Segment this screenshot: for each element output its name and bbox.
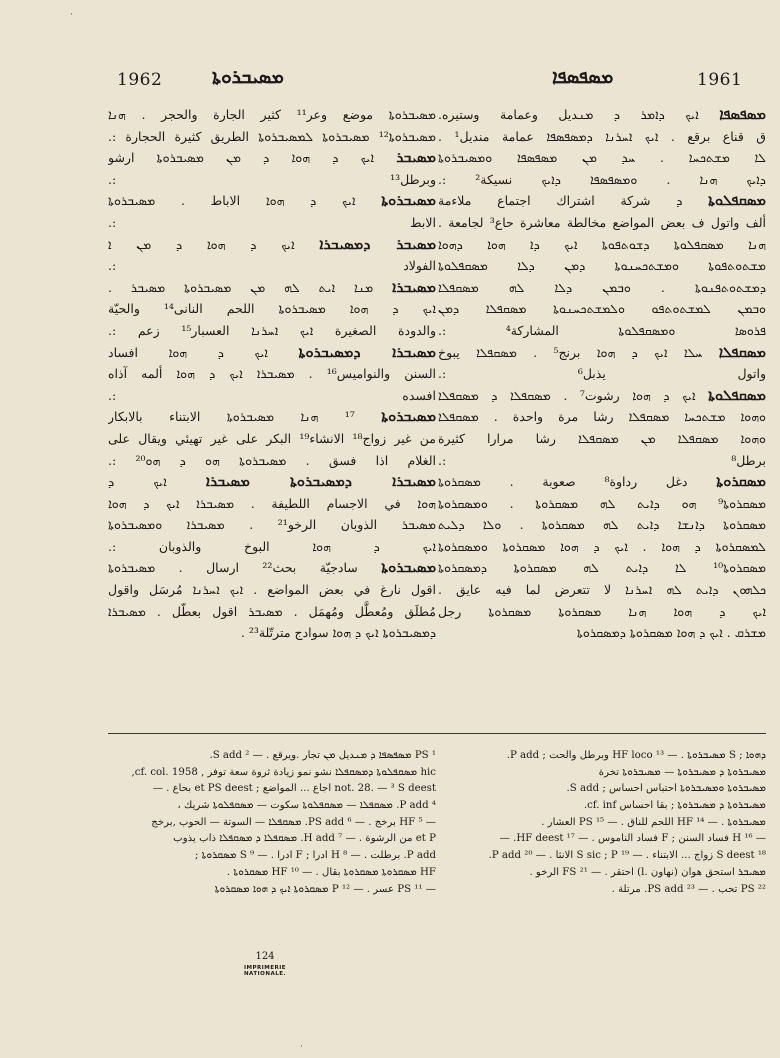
- entry-text: ܡܫܬܘܬܦܘܬܐ ܘܡܫܬܟܚܢܘܬܐ ܕܡܢ ܕܠܐ ܡܣܩܦܠܘܬܐ: [438, 258, 766, 274]
- entry-text: ق قناع برقع . ܐܝܟ ܐܚܪܢܐ ܕܡܣܦܣܦܐ عمامة منديل¹ .: [438, 128, 766, 144]
- entry-text: ܘܗܘܐ ܡܫܬܟܚܐ ܡܣܩܦܠܐ رشا مرة واحدة . ܡܣܩܦܠܐ: [438, 409, 766, 425]
- text-line: [108, 536, 436, 558]
- entry-text: مُطلَق ومُعطَّل ومُهمَل . ܡܣܝܒܪ اقول بعطّل . ܡܣܝܒܪܐ: [108, 603, 436, 619]
- text-line: [108, 557, 436, 579]
- text-line: [438, 406, 766, 428]
- text-line: [108, 255, 436, 277]
- text-line: [438, 147, 766, 169]
- left-page-number: 1962: [117, 70, 163, 90]
- footnote-line: ¹ PS ܡܣܦܣܦܐ ܕ ܡܢديل ܡܢ تجار .ويرقع . — ² S add.: [209, 750, 436, 761]
- text-line: [108, 493, 436, 515]
- text-line: [438, 255, 766, 277]
- headword: ܡܣܩܦܠܘܬܐ: [708, 386, 766, 404]
- entry-text: والدودة الصغيرة ܐܝܟ ܐܚܪܢܐ العسبار¹⁵ زعم :.: [108, 322, 436, 338]
- text-line: [438, 104, 766, 126]
- entry-text: ܡܢܐ ܐܝܬ ܠܗ ܡܢ ܡܣܝܒܪܘܬܐ ܡܣܝܒܪ .: [108, 279, 374, 295]
- text-line: [108, 169, 436, 191]
- entry-text: واتول يذبل⁶ :.: [438, 366, 766, 382]
- entry-text: ܐܝܟ ܕ ܗܘܐ ܕ ܡܢ ܡܣܝܒܪܘܬܐ ارشو: [108, 150, 375, 166]
- right-running-head: ܡܣܦܣܦܐ: [552, 66, 614, 88]
- text-line: [108, 385, 436, 407]
- footnote-line: hic ܡܣܩܦܠܘܬܐ ܕܡܣܩܦܠܐ نشو نمو زيادة ثروة سعة توفر , cf. col. 1958,: [131, 766, 436, 778]
- footnote-line: — ⁵ HF برخج . — ⁶ PS add. ܡܣܩܦܠܐ — السوتة — الحوب ,برخج: [151, 816, 436, 828]
- text-line: [108, 320, 436, 342]
- text-line: [438, 601, 766, 623]
- printer-imprint: IMPRIMERIE NATIONALE.: [243, 965, 287, 977]
- entry-text: ܡܣܩܪܘܬܐ¹⁰ ܠܐ ܕܐܝܬ ܠܗ ܡܣܩܪܘܬܐ ܕܡܣܩܪܘܬܐ: [438, 560, 766, 576]
- footnote-line: — ¹¹ PS عسر . — ¹² P ܡܣܩܪܘܬܐ ܐܝܟ ܕ ܗܘܐ ܡܣܩܪܘܬܐ: [214, 883, 436, 895]
- entry-text: ܠܡܣܩܪܘܬܐ ܕ ܗܘܐ . ܐܝܟ ܕ ܗܘܐ ܡܣܩܪܘܬܐ ܘܡܣܩܪܘܬܐ: [438, 538, 766, 554]
- entry-text: الغلام اذا فسق . ܡܣܝܒܪܘܬܐ ܗܘ ܕ ܗܘ²⁰ :.: [108, 452, 436, 468]
- footnote-line: HF ܡܣܩܪܘܬܐ ܡܣܩܪܘܬܐ بقال . — ¹⁰ HF ܡܣܩܪܘܬܐ .: [226, 866, 436, 878]
- text-line: [438, 493, 766, 515]
- headword: ܡܣܝܒܪܘܬܐ: [381, 559, 436, 577]
- footnote-line: — ¹⁶ H فساد السنن ; F فساد الناموس . — ¹⁷ HF deest. —: [499, 833, 766, 845]
- entry-text: ܚܠܐ ܐܝܟ ܕ ܗܘܐ برنج⁵ . ܡܣܩܦܠܐ يبوخ: [438, 344, 703, 360]
- right-footnotes: [436, 748, 766, 938]
- footnote-line: ܕܗܘܐ ; S ܡܣܝܒܪܘܬܐ . — ¹³ HF loco وبرطل والحت ; P add.: [506, 750, 766, 761]
- entry-text: ܕܡܣܝܒܪܘܬܐ ܐܝܟ ܕ ܗܘܐ سوادج مترتّلة²³ .: [240, 625, 436, 641]
- entry-text: وبرطل¹³ :.: [108, 171, 436, 187]
- footnote-rule-right: [436, 733, 766, 734]
- footnote-line: ¹⁸ S deest زواج ... الابتناء . — ¹⁹ S sic ; P الانثا . — ²⁰ P add.: [488, 850, 766, 862]
- speck-mark: ·: [300, 1042, 303, 1052]
- headword: ܡܣܦܣܦܐ: [719, 106, 766, 123]
- text-line: [108, 277, 436, 299]
- text-line: [108, 622, 436, 644]
- entry-text: دغل رداوة⁸ صعوبة . ܡܣܩܪܘܬܐ: [438, 474, 688, 490]
- text-line: [108, 234, 436, 256]
- text-line: [438, 277, 766, 299]
- headword: ܡܣܝܒܪ ܕܡܣܝܒܪܐ: [319, 235, 436, 253]
- entry-text: ܐܝܟ ܕ ܗܘܐ ܗܢܐ ܡܣܩܪܘܬܐ ܡܣܩܪܘܬܐ رجل: [438, 603, 766, 619]
- text-line: [438, 234, 766, 256]
- text-line: [108, 406, 436, 428]
- text-line: [438, 428, 766, 450]
- entry-text: ܐܝܟ ܕ ܗܘܐ ܡܣܝܒܪܘܬܐ اللحم النانى¹⁴ والحيّة: [108, 301, 436, 317]
- footnote-line: ܡܣܝܒܪ استحق هوان (نهاون .l) احتقر . — ²¹ FS الرخو .: [529, 866, 766, 878]
- headword: ܡܣܩܪܘܬܐ: [716, 473, 766, 491]
- signature-number: 124: [255, 951, 275, 962]
- text-line: [438, 385, 766, 407]
- entry-text: برطل⁸ :.: [438, 452, 766, 468]
- entry-text: سادجيّة بحث²² ارسال . ܡܣܝܒܪܘܬܐ: [108, 560, 358, 576]
- entry-text: الفولاد :.: [108, 258, 436, 274]
- entry-text: السنن والنواميس¹⁶ . ܡܣܝܒܪܐ ܐܝܟ ܕ ܗܘܐ ألمه آذاه: [108, 366, 436, 382]
- left-column: [108, 104, 436, 724]
- footnote-line: ²² PS تحب . — ²³ PS add. مرتلة .: [611, 883, 766, 895]
- text-line: [438, 557, 766, 579]
- text-line: [108, 126, 436, 148]
- entry-text: ܕܡܫܬܘܬܦܢܘܬܐ . ܘܒܡܢ ܕܠܐ ܠܗ ܡܣܩܦܠܐ: [438, 279, 766, 295]
- text-line: [108, 298, 436, 320]
- footnote-line: et P من الرشوة . — ⁷ H add. ܡܣܩܦܠܐ ܕ ܡܣܩܦܠܐ ذاب يذوب: [173, 833, 436, 845]
- entry-text: ܡܣܝܒܪ الذوبان الرخو²¹ . ܡܣܝܒܪܐ ܘܡܣܝܒܪܘܬܐ: [108, 517, 436, 533]
- text-line: [438, 126, 766, 148]
- headword: ܡܣܝܒܪܐ ܕܡܣܝܒܪܘܬܐ ܡܣܝܒܪܐ: [205, 473, 436, 491]
- entry-text: ܕ شركة اشتراك اجتماع ملاءمة: [438, 193, 683, 209]
- entry-text: ܘܒܡܢ ܠܡܫܬܘܬܦܘ ܘܠܡܫܬܟܚܢܘܬܐ ܡܣܩܦܠܐ ܕܡܢ: [438, 301, 766, 317]
- text-line: [438, 298, 766, 320]
- speck-mark: ·: [70, 10, 73, 20]
- text-line: [438, 622, 766, 644]
- entry-text: ܐܝܟ ܕ ܗܘܐ ܕ ܡܢ ܐ: [108, 236, 295, 252]
- text-line: [438, 536, 766, 558]
- entry-text: ܦܪܘܣܐ ܘܡܣܩܦܠܘܬܐ المشاركة⁴ :.: [438, 322, 766, 338]
- entry-text: ܐܝܟ ܕܐܡܪ ܕ ܡܢديل وعمامة وستيره.: [438, 107, 699, 122]
- text-line: [108, 428, 436, 450]
- footnote-line: P add. برطلت . — ⁸ H ادرا ; F ادرا . — ⁹ S ܡܣܩܪܘܬܐ ;: [195, 850, 436, 862]
- text-line: [438, 190, 766, 212]
- footnote-rule-left: [108, 733, 436, 734]
- right-column: [438, 104, 766, 724]
- footnote-line: not. 28. — ³ S deest اجاع ... المواضع ; et PS deest بحاع . —: [152, 783, 436, 795]
- footnote-line: ܡܣܝܒܪܘܬܐ ܕ ܡܣܝܒܪܘܬܐ ; بقا احساس cf. inf.: [583, 800, 766, 812]
- entry-text: ܡܣܩܪܘܬܐ ܕܐܢܫܐ ܕܐܝܬ ܠܗ ܡܣܩܪܘܬܐ . ܘܠܐ ܕܠܝܬ: [438, 517, 766, 533]
- text-line: [108, 579, 436, 601]
- entry-text: ܕܐܝܟ ܗܢܐ . ܘܡܣܦܣܦܐ ܕܐܝܟ نسيكة² :.: [438, 171, 766, 187]
- entry-text: افسده :.: [108, 387, 436, 403]
- entry-text: ܗܘܐ في الاجسام اللطيفة . ܡܣܝܒܪܐ ܐܝܟ ܕ ܗܘܐ: [108, 495, 436, 511]
- entry-text: ܡܣܝܒܪܘܬܐ موضع وعر¹¹ كثير الجارة والحجر . ܗܢܐ: [108, 107, 436, 122]
- text-line: [108, 450, 436, 472]
- text-line: [108, 601, 436, 623]
- entry-text: ܐܝܟ ܕ ܗܘܐ البوخ والذوبان :.: [108, 538, 436, 554]
- entry-text: ܐܝܟ ܕ ܗܘܐ افساد: [108, 344, 268, 360]
- text-line: [108, 363, 436, 385]
- headword: ܡܣܝܒܪܐ ܕܡܣܝܒܪܘܬܐ: [298, 343, 436, 361]
- entry-text: ܐܝܟ ܕ ܗܘܐ رشوت⁷ . ܡܣܩܦܠܐ ܕ ܡܣܩܦܠܐ: [438, 387, 696, 403]
- text-line: [438, 212, 766, 234]
- footnote-line: ܡܣܝܒܪܘܬܐ . — ¹⁴ HF اللحم للناق . — ¹⁵ PS العشار .: [541, 816, 766, 828]
- text-line: [438, 471, 766, 493]
- left-footnotes: [106, 748, 436, 938]
- text-line: [108, 514, 436, 536]
- entry-text: الابط :.: [108, 214, 436, 230]
- text-line: [438, 579, 766, 601]
- entry-text: ܡܣܩܪܘܬܐ⁹ ܗܘ ܕܐܝܬ ܠܗ ܡܣܩܪܘܬܐ . ܘܡܣܩܪܘܬܐ: [438, 495, 766, 511]
- entry-text: ¹⁷ ܗܢܐ ܡܣܝܒܪܘܬܐ الابتناء بالابكار: [108, 409, 355, 425]
- entry-text: ܟܠܗܘܢ ܕܐܝܬ ܠܗ ܐܚܪܢܐ لا تتعرض لما فيه عايق .: [438, 582, 766, 598]
- entry-text: ܡܣܝܒܪܘܬܐ¹² ܡܣܝܒܪܘܬܐ ܠܡܣܝܒܪܘܬܐ الطريق كثيرة الحجارة :.: [108, 128, 436, 144]
- text-line: [438, 363, 766, 385]
- text-line: [108, 104, 436, 126]
- entry-text: ألف واتول ف بعض المواضع مخالطة معاشرة حاع³ لجامعة .: [438, 214, 766, 230]
- text-line: [108, 147, 436, 169]
- text-line: [108, 212, 436, 234]
- text-line: [108, 190, 436, 212]
- text-line: [438, 514, 766, 536]
- entry-text: ܘܗܘܐ ܡܣܩܦܠܐ ܡܢ ܡܣܩܦܠܐ رشا مرارا كثيرة: [438, 430, 766, 446]
- footnote-line: ܡܣܝܒܪܘܬܐ ܕ ܡܣܝܒܪܘܬܐ — ܡܣܝܒܪܘܬܐ تخرة: [598, 766, 766, 778]
- entry-text: ܡܫܪܩ . ܐܝܟ ܕ ܗܘܐ ܡܣܩܪܘܬܐ ܕܡܣܩܪܘܬܐ: [576, 625, 766, 641]
- entry-text: اقول نارغ في بعض المواضع . ܐܝܟ ܐܚܪܢܐ مُرسَل واقول: [108, 582, 436, 598]
- text-line: [108, 471, 436, 493]
- left-running-head: ܡܣܝܒܪܘܬܐ: [212, 66, 284, 88]
- entry-text: ܠܐ ܡܫܬܟܚܐ . ܚܕ ܡܢ ܡܣܦܣܦܐ ܘܡܣܝܒܪܘܬܐ: [438, 150, 766, 166]
- text-line: [438, 450, 766, 472]
- entry-text: ܐܝܟ ܕ ܗܘܐ الاباط . ܡܣܝܒܪܘܬܐ: [108, 193, 356, 209]
- headword: ܡܣܝܒܪܘܬܐ: [381, 408, 436, 426]
- text-line: [438, 342, 766, 364]
- footnote-line: ܡܣܝܒܪܘܬܐ ܘܡܣܝܒܪܘܬܐ احتباس احساس ; S add.: [566, 783, 766, 795]
- headword: ܡܣܝܒܪ: [396, 149, 436, 167]
- text-line: [108, 342, 436, 364]
- right-page-number: 1961: [697, 70, 743, 90]
- headword: ܡܣܝܒܪܐ: [392, 278, 436, 296]
- headword: ܡܣܝܒܪܘܬܐ: [381, 192, 436, 210]
- entry-text: ܗܢܐ ܡܣܩܦܠܘܬܐ ܕܫܘܬܦܘܬܐ ܐܝܟ ܕܐ ܗܘܐ ܕܗܘܐ: [438, 236, 766, 252]
- entry-text: من غير زواج¹⁸ الانشاء¹⁹ البكر على غير تهيئي ويقال على: [108, 430, 436, 446]
- headword: ܡܣܩܦܠܘܬܐ: [708, 192, 766, 210]
- text-line: [438, 320, 766, 342]
- text-line: [438, 169, 766, 191]
- entry-text: ܐܝܟ ܕ: [108, 474, 167, 490]
- footnote-line: ⁴ P add. ܡܣܩܦܠܐ — ܡܣܩܦܠܘܬܐ سكوت — ܡܣܩܦܠܘܬܐ شريك ،: [177, 800, 436, 812]
- headword: ܡܣܩܦܠܐ: [718, 343, 766, 361]
